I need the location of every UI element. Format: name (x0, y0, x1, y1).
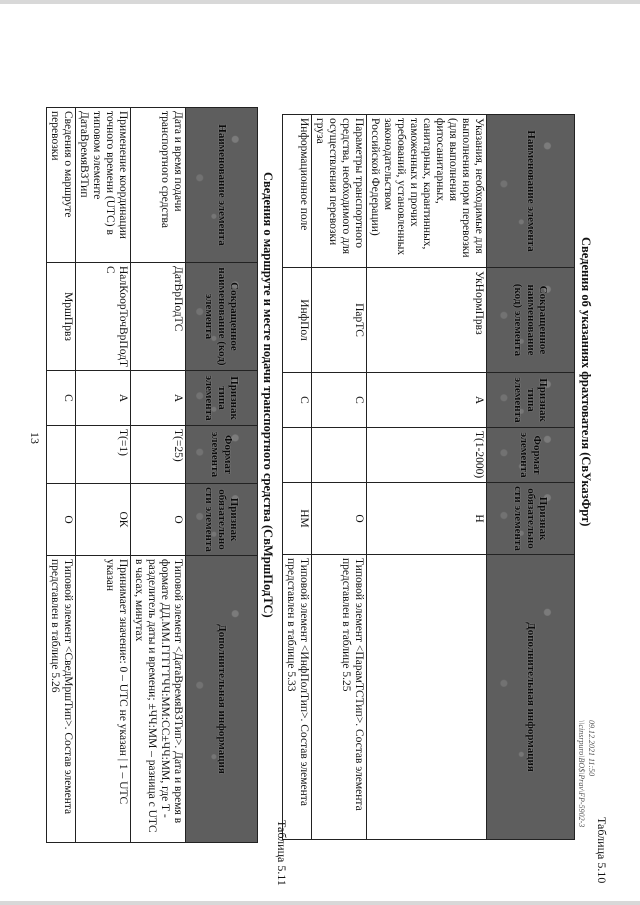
footer-date: 09.12.2021 11:50 (587, 720, 596, 777)
header-format: Формат элемента (487, 428, 575, 483)
header-element-name: Наименование элемента (186, 108, 258, 263)
header-additional-info: Дополнительная информация (487, 555, 575, 840)
cell-obligation: О (47, 484, 76, 556)
cell-short-name: ИнфПол (283, 268, 312, 373)
scan-top-edge (0, 0, 640, 4)
table-row (76, 108, 131, 843)
cell-short-name: УкНормПрвз (367, 268, 487, 373)
cell-format: T(1-2000) (367, 428, 487, 483)
header-format: Формат элемента (186, 426, 258, 484)
scan-bottom-edge (0, 901, 640, 905)
cell-additional-info: Типовой элемент <ПарамТСТип>. Состав элемента представлен в таблице 5.25 (312, 555, 367, 840)
cell-format: T(=25) (131, 426, 186, 484)
footer-stamp (576, 720, 596, 827)
cell-additional-info (367, 555, 487, 840)
footer-path: \\cinsrpuro\BO$\Prav\FP-5902-3 (577, 720, 586, 828)
cell-short-name: ПарТС (312, 268, 367, 373)
cell-element-name: Параметры транспортного средства, необходимого для осуществления перевозки груза (312, 115, 367, 268)
table-row (367, 115, 487, 840)
header-type-flag: Признак типа элемента (487, 373, 575, 428)
cell-type-flag: С (47, 371, 76, 426)
table-row (47, 108, 76, 843)
header-short-name: Сокращенное наименование (код) элемента (186, 263, 258, 371)
table-5-10-label: Таблица 5.10 (595, 817, 609, 884)
cell-format (312, 428, 367, 483)
table-5-10-title: Сведения об указаниях фрахтователя (СвУказФрт) (579, 237, 593, 527)
table-5-10 (282, 114, 575, 840)
cell-obligation: О (312, 483, 367, 555)
table-row (312, 115, 367, 840)
rotated-document-content (25, 32, 615, 886)
table-row (283, 115, 312, 840)
header-obligation: Признак обязательности элемента (487, 483, 575, 555)
cell-additional-info: Принимает значение: 0 – UTC не указан | 1 – UTC указан (76, 556, 131, 843)
cell-type-flag: А (367, 373, 487, 428)
header-additional-info: Дополнительная информация (186, 556, 258, 843)
page-number: 13 (28, 432, 42, 444)
cell-additional-info: Типовой элемент <ИнфПолТип>. Состав элемента представлен в таблице 5.33 (283, 555, 312, 840)
cell-format: T(=1) (76, 426, 131, 484)
cell-obligation: ОК (76, 484, 131, 556)
table-5-11-label: Таблица 5.11 (275, 820, 289, 886)
cell-additional-info: Типовой элемент <ДатаВремяВЗТип>. Дата и время в формате ДД.ММ.ГГГГТЧЧ:ММ:СС±ЧЧ:ММ, где Т - разделитель даты и времени; ±ЧЧ:ММ – разница с UTC в часах, минутах (131, 556, 186, 843)
table-5-10-header-row (487, 115, 575, 840)
cell-format (283, 428, 312, 483)
cell-short-name: ДатВрПодТС (131, 263, 186, 371)
cell-additional-info: Типовой элемент <СведМршТип>. Состав элемента представлен в таблице 5.26 (47, 556, 76, 843)
header-type-flag: Признак типа элемента (186, 371, 258, 426)
cell-obligation: НМ (283, 483, 312, 555)
cell-element-name: Дата и время подачи транспортного средства (131, 108, 186, 263)
cell-type-flag: С (283, 373, 312, 428)
table-5-11-title: Сведения о маршруте и месте подачи транспортного средства (СвМршПодТС) (261, 172, 275, 618)
table-5-11-header-row (186, 108, 258, 843)
table-5-11 (46, 107, 258, 843)
cell-obligation: Н (367, 483, 487, 555)
cell-type-flag: С (312, 373, 367, 428)
cell-element-name: Применение координации точного времени (UTC) в типовом элементе ДатаВремяВЗТип (76, 108, 131, 263)
cell-element-name: Информационное поле (283, 115, 312, 268)
cell-type-flag: А (131, 371, 186, 426)
cell-type-flag: А (76, 371, 131, 426)
header-element-name: Наименование элемента (487, 115, 575, 268)
cell-obligation: О (131, 484, 186, 556)
cell-element-name: Указания, необходимые для выполнения норм перевозки (для выполнения фитосанитарных, санитарных, карантинных, таможенных и прочих требований, установленных законодательством Российской Федерации) (367, 115, 487, 268)
header-obligation: Признак обязательности элемента (186, 484, 258, 556)
header-short-name: Сокращенное наименование (код) элемента (487, 268, 575, 373)
cell-format (47, 426, 76, 484)
cell-element-name: Сведения о маршруте перевозки (47, 108, 76, 263)
table-row (131, 108, 186, 843)
cell-short-name: НалКоорТочВрПодТС (76, 263, 131, 371)
cell-short-name: МршПрвз (47, 263, 76, 371)
